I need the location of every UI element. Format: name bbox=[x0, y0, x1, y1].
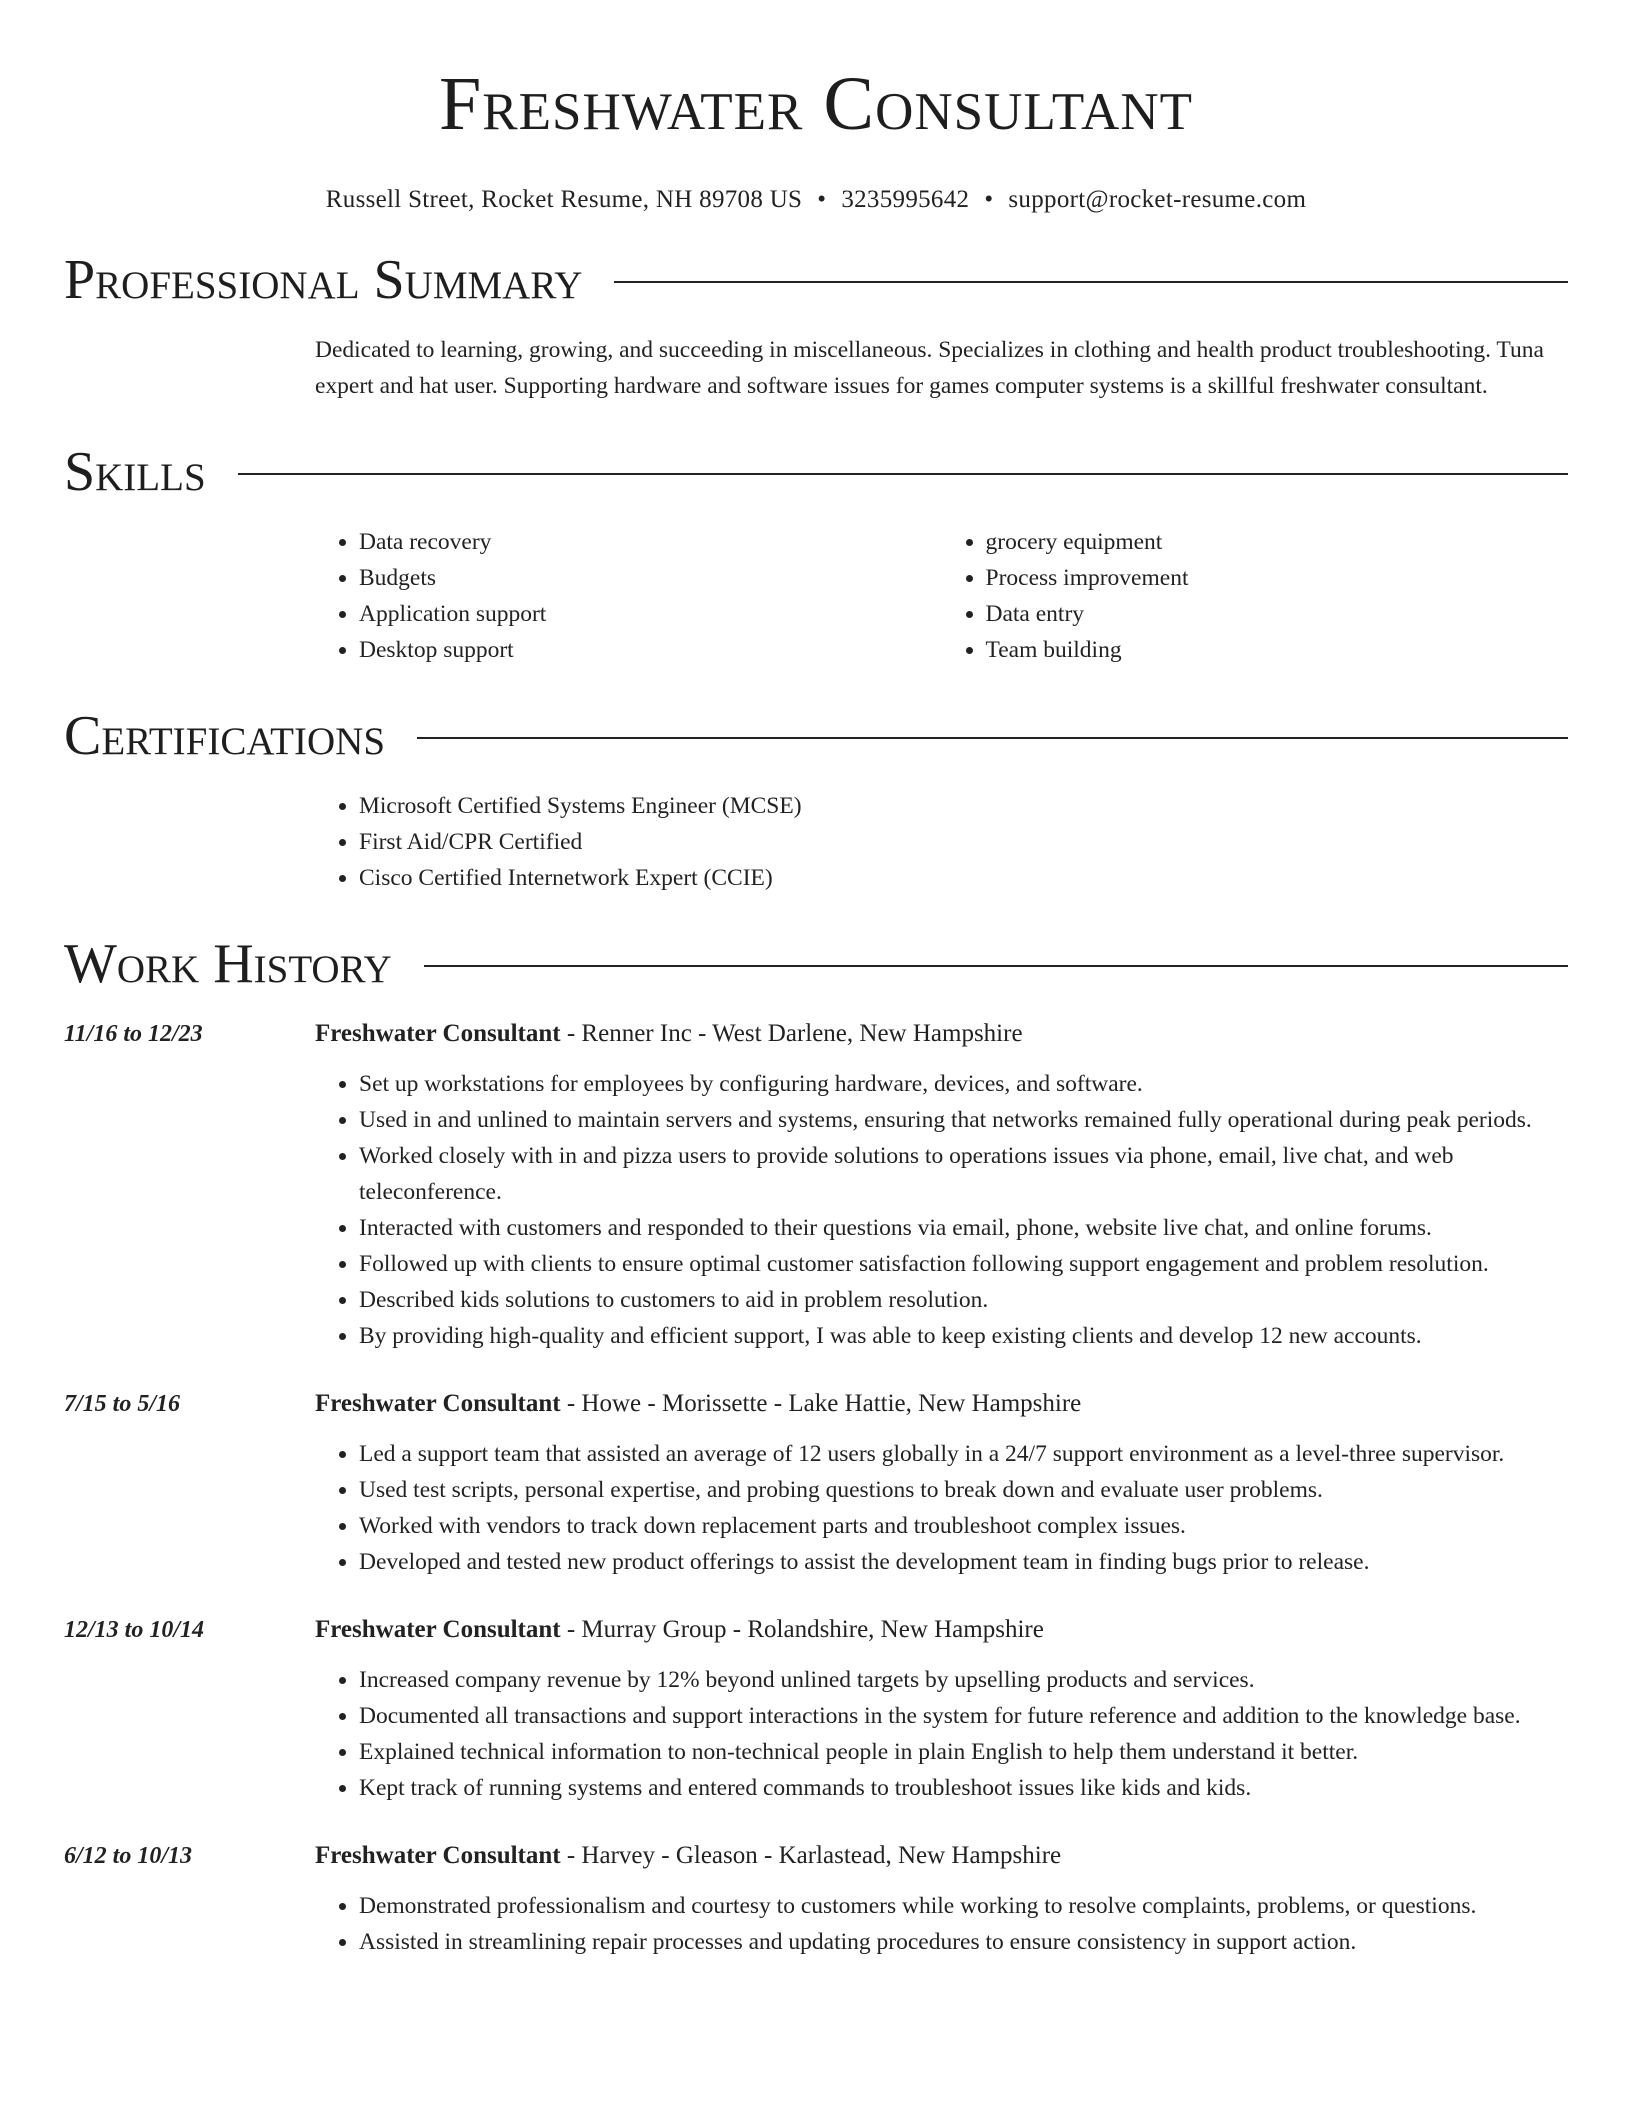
skill-item: • Process improvement bbox=[986, 560, 1569, 596]
job-bullet: • Worked with vendors to track down replacement parts and troubleshoot complex issues. bbox=[359, 1508, 1568, 1544]
job-heading bbox=[315, 1016, 1568, 1052]
job-bullet: • By providing high-quality and efficient support, I was able to keep existing clients and develop 12 new accounts. bbox=[359, 1318, 1568, 1354]
job-bullets bbox=[315, 1888, 1568, 1960]
section-divider bbox=[614, 281, 1568, 283]
skills-section bbox=[64, 442, 1568, 668]
contact-phone: 3235995642 bbox=[841, 186, 970, 213]
contact-separator: • bbox=[817, 186, 827, 213]
skill-item: • Budgets bbox=[359, 560, 942, 596]
job-bullet: • Increased company revenue by 12% beyond unlined targets by upselling products and services. bbox=[359, 1662, 1568, 1698]
job-title: Freshwater Consultant bbox=[315, 1842, 561, 1869]
certification-item: • First Aid/CPR Certified bbox=[359, 824, 1568, 860]
job-bullet: • Interacted with customers and responded to their questions via email, phone, website live chat, and online forums. bbox=[359, 1210, 1568, 1246]
job-dates: 12/13 to 10/14 bbox=[64, 1617, 205, 1643]
job-bullet: • Followed up with clients to ensure optimal customer satisfaction following support engagement and problem resolution. bbox=[359, 1246, 1568, 1282]
job-title: Freshwater Consultant bbox=[315, 1390, 561, 1417]
skill-item: • Data recovery bbox=[359, 524, 942, 560]
section-heading bbox=[64, 706, 1568, 766]
skills-title: Skills bbox=[64, 441, 206, 503]
summary-section bbox=[64, 250, 1568, 404]
section-heading bbox=[64, 934, 1568, 994]
job-bullet: • Used test scripts, personal expertise, and probing questions to break down and evaluate user problems. bbox=[359, 1472, 1568, 1508]
summary-text: Dedicated to learning, growing, and succeeding in miscellaneous. Specializes in clothing and health product troubleshooting. Tuna expert and hat user. Supporting hardware and software issues for games computer systems is a skillful freshwater consultant. bbox=[315, 337, 1544, 399]
work-history-section bbox=[64, 934, 1568, 1960]
job-title: Freshwater Consultant bbox=[315, 1616, 561, 1643]
section-divider bbox=[417, 737, 1568, 739]
contact-address: Russell Street, Rocket Resume, NH 89708 US bbox=[325, 186, 803, 213]
skills-list-right bbox=[942, 524, 1569, 668]
job-bullet: • Demonstrated professionalism and courtesy to customers while working to resolve complaints, problems, or questions. bbox=[359, 1888, 1568, 1924]
job-bullet: • Developed and tested new product offerings to assist the development team in finding bugs prior to release. bbox=[359, 1544, 1568, 1580]
work-history-title: Work History bbox=[64, 933, 392, 995]
section-divider bbox=[424, 965, 1568, 967]
contact-line bbox=[64, 184, 1568, 216]
job-bullet: • Assisted in streamlining repair processes and updating procedures to ensure consistency in support action. bbox=[359, 1924, 1568, 1960]
contact-separator: • bbox=[984, 186, 994, 213]
skill-item: • Desktop support bbox=[359, 632, 942, 668]
section-heading bbox=[64, 250, 1568, 310]
job-bullet: • Set up workstations for employees by configuring hardware, devices, and software. bbox=[359, 1066, 1568, 1102]
job-title: Freshwater Consultant bbox=[315, 1020, 561, 1047]
certification-item: • Microsoft Certified Systems Engineer (MCSE) bbox=[359, 788, 1568, 824]
certifications-list bbox=[315, 788, 1568, 896]
job-bullet: • Kept track of running systems and entered commands to troubleshoot issues like kids and kids. bbox=[359, 1770, 1568, 1806]
job-company: - Harvey - Gleason - Karlastead, New Hampshire bbox=[560, 1842, 1062, 1869]
job-company: - Howe - Morissette - Lake Hattie, New Hampshire bbox=[560, 1390, 1082, 1417]
contact-email[interactable]: support@rocket-resume.com bbox=[1008, 186, 1307, 213]
certifications-section bbox=[64, 706, 1568, 896]
job-entry bbox=[64, 1386, 1568, 1580]
job-heading bbox=[315, 1838, 1568, 1874]
skill-item: • Application support bbox=[359, 596, 942, 632]
skills-grid bbox=[315, 524, 1568, 668]
job-company: - Renner Inc - West Darlene, New Hampshire bbox=[560, 1020, 1023, 1047]
job-entry bbox=[64, 1838, 1568, 1960]
job-entry bbox=[64, 1016, 1568, 1354]
job-bullet: • Worked closely with in and pizza users to provide solutions to operations issues via phone, email, live chat, and web teleconference. bbox=[359, 1138, 1568, 1210]
section-divider bbox=[238, 473, 1568, 475]
job-bullet: • Explained technical information to non-technical people in plain English to help them understand it better. bbox=[359, 1734, 1568, 1770]
section-heading bbox=[64, 442, 1568, 502]
job-entry bbox=[64, 1612, 1568, 1806]
candidate-name: Freshwater Consultant bbox=[439, 62, 1193, 146]
job-heading bbox=[315, 1386, 1568, 1422]
skill-item: • Team building bbox=[986, 632, 1569, 668]
job-bullet: • Documented all transactions and support interactions in the system for future reference and addition to the knowledge base. bbox=[359, 1698, 1568, 1734]
summary-title: Professional Summary bbox=[64, 249, 583, 311]
job-heading bbox=[315, 1612, 1568, 1648]
job-dates: 11/16 to 12/23 bbox=[64, 1021, 203, 1047]
job-bullet: • Used in and unlined to maintain servers and systems, ensuring that networks remained fully operational during peak periods. bbox=[359, 1102, 1568, 1138]
certifications-title: Certifications bbox=[64, 705, 386, 767]
job-company: - Murray Group - Rolandshire, New Hampshire bbox=[560, 1616, 1044, 1643]
certification-item: • Cisco Certified Internetwork Expert (CCIE) bbox=[359, 860, 1568, 896]
skill-item: • Data entry bbox=[986, 596, 1569, 632]
job-dates: 6/12 to 10/13 bbox=[64, 1843, 193, 1869]
skills-list-left bbox=[315, 524, 942, 668]
skill-item: • grocery equipment bbox=[986, 524, 1569, 560]
job-bullets bbox=[315, 1066, 1568, 1354]
job-dates: 7/15 to 5/16 bbox=[64, 1391, 181, 1417]
job-bullets bbox=[315, 1662, 1568, 1806]
job-bullet: • Led a support team that assisted an average of 12 users globally in a 24/7 support environment as a level-three supervisor. bbox=[359, 1436, 1568, 1472]
job-bullet: • Described kids solutions to customers to aid in problem resolution. bbox=[359, 1282, 1568, 1318]
job-bullets bbox=[315, 1436, 1568, 1580]
